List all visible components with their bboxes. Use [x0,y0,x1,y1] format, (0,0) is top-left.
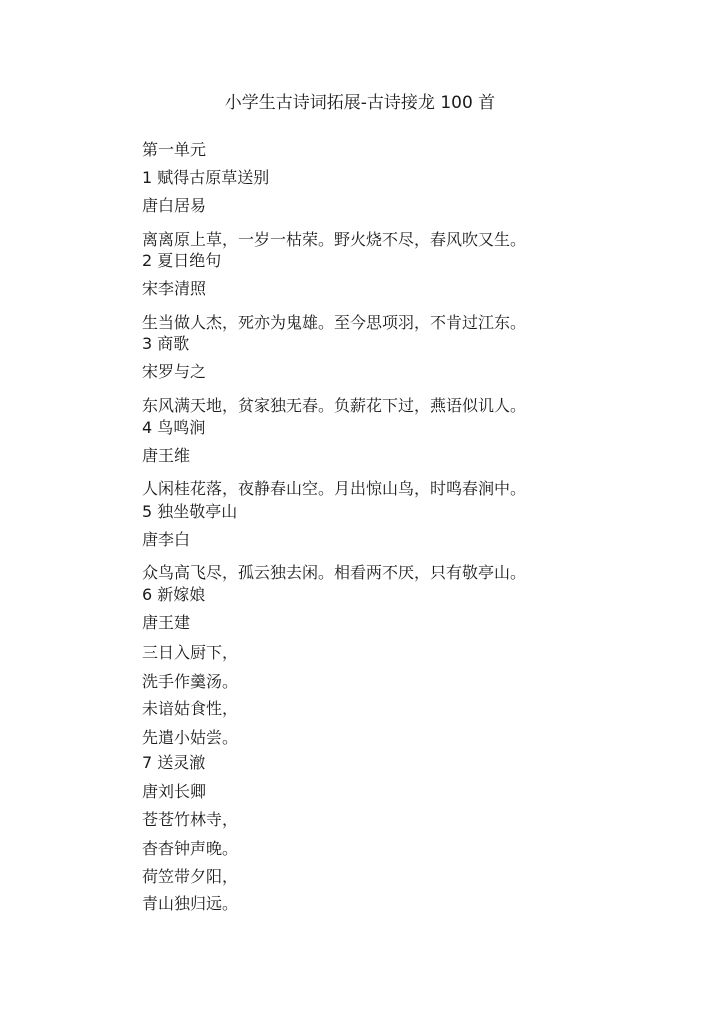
poem-line: 荷笠带夕阳， [142,867,239,886]
poem-line: 三日入厨下， [142,643,239,662]
poem-line: 人闲桂花落，夜静春山空。月出惊山鸟，时鸣春涧中。 [142,479,527,498]
poem-heading: 1 赋得古原草送别 [142,168,270,187]
poem-line: 离离原上草，一岁一枯荣。野火烧不尽，春风吹又生。 [142,230,527,249]
poem-line: 众鸟高飞尽，孤云独去闲。相看两不厌，只有敬亭山。 [142,563,527,582]
poem-line: 青山独归远。 [142,894,239,913]
poem-line: 东风满天地，贫家独无春。负薪花下过，燕语似讥人。 [142,396,527,415]
poem-heading: 4 鸟鸣涧 [142,418,206,437]
poem-author: 唐刘长卿 [142,782,207,801]
poem-line: 生当做人杰，死亦为鬼雄。至今思项羽，不肯过江东。 [142,313,527,332]
poem-heading: 7 送灵澈 [142,753,206,772]
page-title: 小学生古诗词拓展-古诗接龙 100 首 [224,93,496,113]
poem-heading: 6 新嫁娘 [142,585,206,604]
poem-author: 唐白居易 [142,196,207,215]
poem-author: 唐王建 [142,613,191,632]
poem-line: 未谙姑食性， [142,699,239,718]
poem-line: 先遣小姑尝。 [142,728,239,747]
poem-author: 唐李白 [142,530,191,549]
unit-heading: 第一单元 [142,140,207,159]
poem-line: 洗手作羹汤。 [142,672,239,691]
poem-heading: 5 独坐敬亭山 [142,502,238,521]
poem-author: 唐王维 [142,446,191,465]
poem-author: 宋李清照 [142,279,207,298]
poem-heading: 2 夏日绝句 [142,251,222,270]
poem-heading: 3 商歌 [142,334,190,353]
poem-line: 杳杳钟声晚。 [142,839,239,858]
poem-author: 宋罗与之 [142,362,207,381]
poem-line: 苍苍竹林寺， [142,810,239,829]
